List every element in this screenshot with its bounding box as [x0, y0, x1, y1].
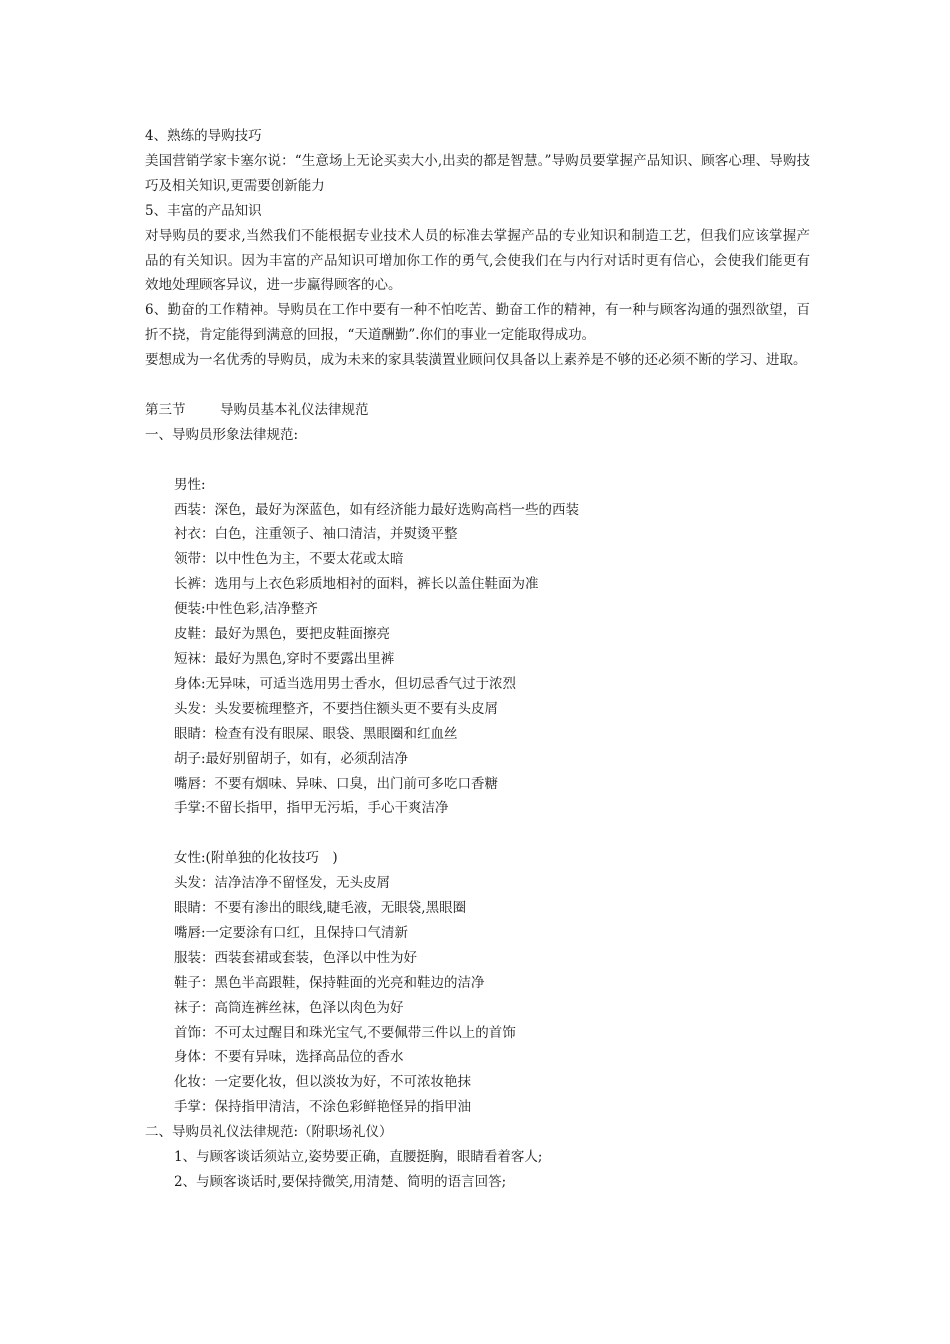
indented-line: 短袜：最好为黑色,穿时不要露出里裤 — [174, 651, 395, 667]
paragraph: 对导购员的要求,当然我们不能根据专业技术人员的标准去掌握产品的专业知识和制造工艺，但我们应该掌握产品的有关知识。因为丰富的产品知识可增加你工作的勇气,会使我们在与内行对话时更有信心，会使我们能更有效地处理顾客异议，进一步赢得顾客的心。 — [145, 227, 810, 294]
blank-line — [145, 821, 810, 846]
indented-line: 1、与顾客谈话须站立,姿势要正确，直腰挺胸，眼睛看着客人; — [174, 1149, 543, 1166]
indented-line: 手掌：保持指甲清洁，不涂色彩鲜艳怪异的指甲油 — [174, 1099, 471, 1116]
indented-line: 男性: — [174, 476, 206, 493]
indented-line: 鞋子：黑色半高跟鞋，保持鞋面的光亮和鞋边的洁净 — [174, 974, 485, 991]
paragraph: 4、熟练的导购技巧 — [145, 128, 262, 144]
indented-line: 胡子:最好别留胡子，如有，必须刮洁净 — [174, 750, 409, 767]
indented-line: 手掌:不留长指甲，指甲无污垢，手心干爽洁净 — [174, 800, 449, 817]
section-number: 第三节 — [145, 401, 186, 418]
indented-line: 嘴唇:一定要涂有口红，且保持口气清新 — [174, 924, 409, 941]
section-title: 导购员基本礼仪法律规范 — [220, 401, 369, 418]
indented-line: 嘴唇：不要有烟味、异味、口臭，出门前可多吃口香糖 — [174, 775, 498, 792]
section-heading — [145, 398, 810, 423]
indented-line: 身体：不要有异味，选择高品位的香水 — [174, 1049, 404, 1066]
indented-line: 头发：头发要梳理整齐，不要挡住额头更不要有头皮屑 — [174, 700, 498, 717]
indented-line: 化妆：一定要化妆，但以淡妆为好，不可浓妆艳抹 — [174, 1074, 471, 1091]
indented-line: 袜子：高筒连裤丝袜，色泽以肉色为好 — [174, 999, 404, 1016]
indented-line: 皮鞋：最好为黑色，要把皮鞋面擦亮 — [174, 626, 390, 643]
paragraph: 一、导购员形象法律规范: — [145, 426, 299, 443]
indented-line: 便装:中性色彩,洁净整齐 — [174, 601, 318, 618]
blank-line — [145, 373, 810, 398]
indented-line: 2、与顾客谈话时,要保持微笑,用清楚、简明的语言回答; — [174, 1174, 507, 1191]
indented-line: 衬衣：白色，注重领子、袖口清洁，并熨烫平整 — [174, 526, 458, 543]
paragraph: 要想成为一名优秀的导购员，成为未来的家具装潢置业顾问仅具备以上素养是不够的还必须不断的学习、进取。 — [145, 352, 807, 369]
indented-line: 头发：洁净洁净不留怪发，无头皮屑 — [174, 875, 390, 892]
document-body — [145, 124, 810, 1195]
paragraph: 5、丰富的产品知识 — [145, 202, 262, 219]
indented-line: 眼睛：不要有渗出的眼线,睫毛液，无眼袋,黑眼圈 — [174, 900, 467, 917]
paragraph: 美国营销学家卡塞尔说：“生意场上无论买卖大小,出卖的都是智慧。”导购员要掌握产品知识、顾客心理、导购技巧及相关知识,更需要创新能力 — [145, 152, 810, 194]
indented-line: 服装：西装套裙或套装，色泽以中性为好 — [174, 949, 417, 966]
indented-line: 领带：以中性色为主，不要太花或太暗 — [174, 551, 404, 568]
paragraph: 二、导购员礼仪法律规范:（附职场礼仪） — [145, 1124, 393, 1141]
paragraph: 6、勤奋的工作精神。导购员在工作中要有一种不怕吃苦、勤奋工作的精神，有一种与顾客沟通的强烈欲望，百折不挠，肯定能得到满意的回报，“天道酬勤”.你们的事业一定能取得成功。 — [145, 302, 810, 344]
indented-line: 身体:无异味，可适当选用男士香水，但切忌香气过于浓烈 — [174, 675, 517, 692]
indented-line: 眼睛：检查有没有眼屎、眼袋、黑眼圈和红血丝 — [174, 725, 458, 742]
indented-line: 女性:(附单独的化妆技巧 ) — [174, 850, 338, 867]
indented-line: 长裤：选用与上衣色彩质地相衬的面料，裤长以盖住鞋面为准 — [174, 576, 539, 593]
indented-line: 西装：深色，最好为深蓝色，如有经济能力最好选购高档一些的西装 — [174, 501, 579, 518]
indented-line: 首饰：不可太过醒目和珠光宝气,不要佩带三件以上的首饰 — [174, 1024, 516, 1041]
blank-line — [145, 448, 810, 473]
